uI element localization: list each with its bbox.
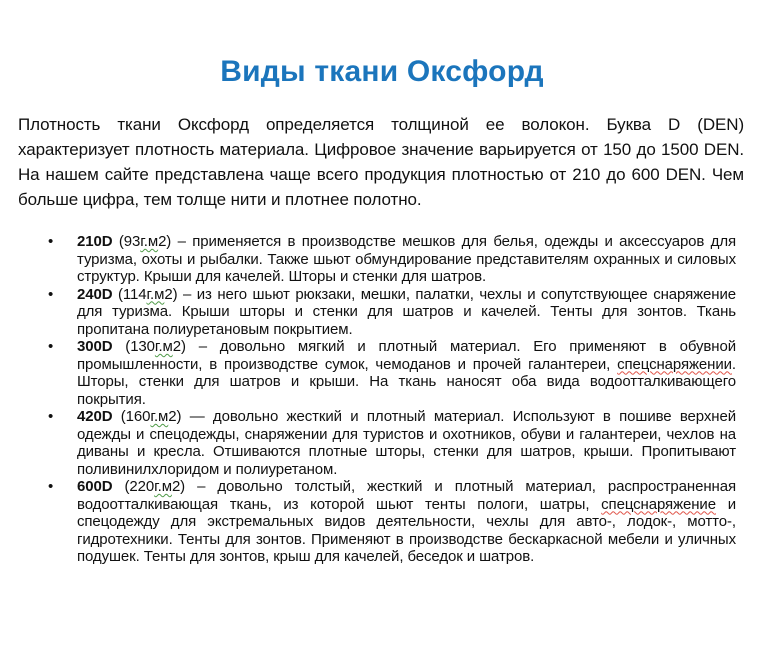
document-page bbox=[0, 55, 764, 671]
misspelled-word: спецснаряжении bbox=[617, 355, 732, 373]
fabric-type-item bbox=[46, 338, 736, 408]
grammar-marked-text: г.м bbox=[154, 338, 173, 355]
fabric-type-item bbox=[46, 286, 736, 339]
fabric-description-text: 2) – из него шьют рюкзаки, мешки, палатки, чехлы и сопутствующее снаряжение для туризма. Крыши шторы и стенки для шатров и качелей. Тенты для зонтов. Ткань пропитана полиуретановым покрытием. bbox=[77, 285, 736, 338]
misspelled-word: спецснаряжение bbox=[601, 495, 716, 513]
fabric-description-text: 2) — довольно жесткий и плотный материал. Используют в пошиве верхней одежды и спецодежды, снаряжении для туристов и охотников, обуви и галантереи, чехлов на диваны и кресла. Отшиваются плотные шторы, стенки для шатров, крыши. Пропитывают поливинилхлоридом и полиуретаном. bbox=[77, 408, 736, 478]
density-label: 600D bbox=[77, 478, 113, 495]
grammar-marked-text: г.м bbox=[140, 233, 159, 250]
grammar-marked-text: г.м bbox=[154, 478, 172, 495]
fabric-type-item bbox=[46, 233, 736, 286]
fabric-type-item bbox=[46, 478, 736, 566]
intro-paragraph: Плотность ткани Оксфорд определяется толщиной ее волокон. Буква D (DEN) характеризует плотность материала. Цифровое значение варьируется от 150 до 1500 DEN. На нашем сайте представлена чаще всего продукция плотностью от 210 до 600 DEN. Чем больше цифра, тем толще нити и плотнее полотно. bbox=[18, 115, 744, 209]
fabric-description-text: (93 bbox=[112, 233, 141, 250]
fabric-description-text: . Шторы, стенки для шатров и крыши. На ткань наносят оба вида водоотталкивающего покрытия. bbox=[77, 355, 736, 408]
fabric-type-item bbox=[46, 408, 736, 478]
grammar-marked-text: г.м bbox=[146, 285, 165, 303]
fabric-description-text: (160 bbox=[112, 408, 151, 425]
fabric-description-text: (114 bbox=[112, 285, 147, 303]
page-title: Виды ткани Оксфорд bbox=[220, 55, 544, 88]
density-label: 420D bbox=[77, 408, 113, 425]
fabric-description-text: 2) – довольно толстый, жесткий и плотный материал, распространенная водоотталкивающая ткань, из которой шьют тенты пологи, шатры, bbox=[77, 478, 736, 513]
density-label: 240D bbox=[77, 285, 113, 303]
fabric-description-text: 2) – довольно мягкий и плотный материал. Его применяют в обувной промышленности, в производстве сумок, чемоданов и прочей галантереи, bbox=[77, 338, 736, 373]
grammar-marked-text: г.м bbox=[150, 408, 169, 425]
fabric-description-text: (130 bbox=[112, 338, 155, 355]
fabric-types-list bbox=[46, 233, 736, 566]
fabric-description-text: и спецодежду для экстремальных видов деятельности, чехлы для авто-, лодок-, мотто-, гидротехники. Тенты для зонтов. Применяют в производстве бескаркасной мебели и уличных подушек. Тенты для зонтов, крыш для качелей, беседок и шатров. bbox=[77, 495, 736, 565]
density-label: 300D bbox=[77, 338, 113, 355]
fabric-description-text: 2) – применяется в производстве мешков для белья, одежды и аксессуаров для туризма, охоты и рыбалки. Также шьют обмундирование представителям охранных и силовых структур. Крыши для качелей. Шторы и стенки для шатров. bbox=[77, 233, 737, 285]
density-label: 210D bbox=[77, 233, 113, 250]
fabric-description-text: (220 bbox=[112, 478, 155, 495]
